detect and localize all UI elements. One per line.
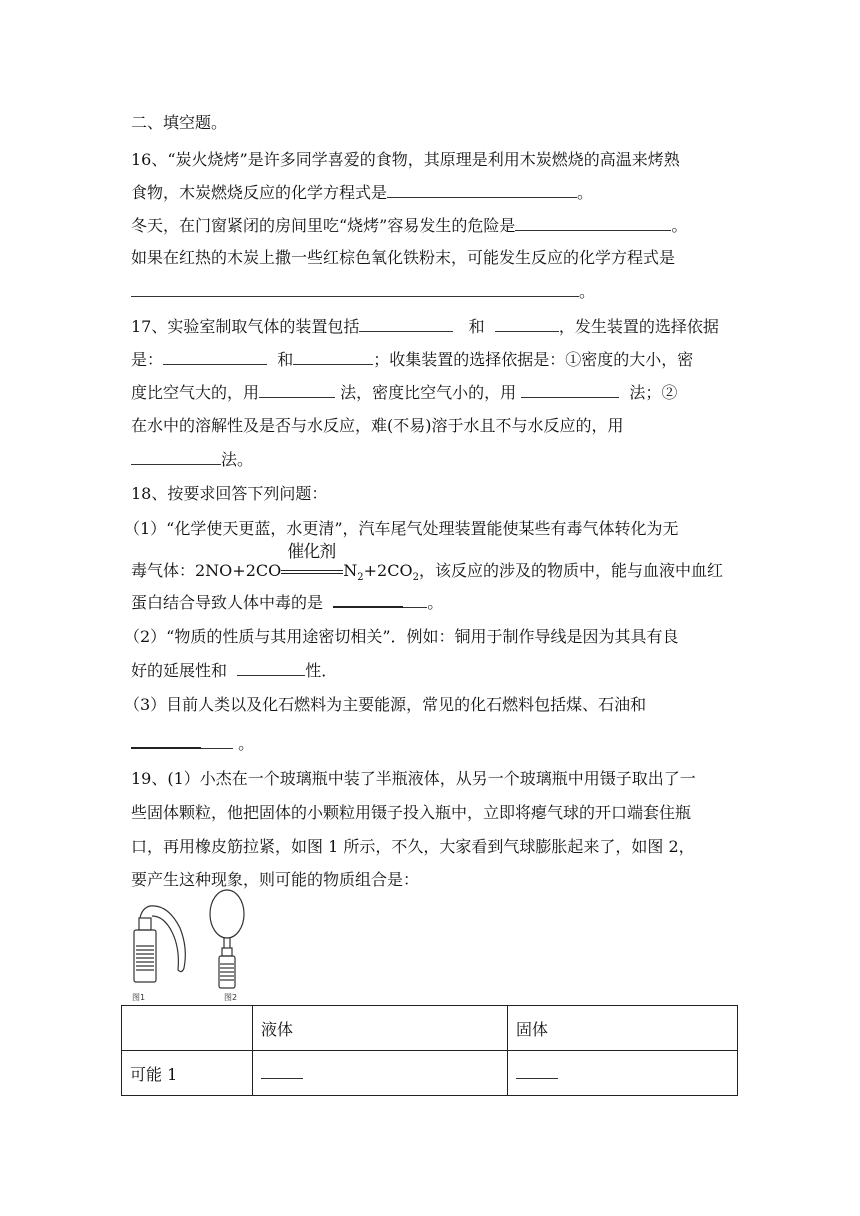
q16-blank-2[interactable]	[515, 216, 671, 231]
q17-blank-5[interactable]	[259, 383, 335, 398]
liquid-cell[interactable]	[253, 1051, 508, 1096]
row-label: 可能 1	[122, 1051, 253, 1096]
q16-line-2	[131, 183, 593, 203]
q18-text: 蛋白结合导致人体中毒的是	[131, 593, 324, 612]
q16-blank-1[interactable]	[387, 183, 577, 198]
equation-product-co: +2CO	[363, 561, 413, 580]
q17-text: 是：	[131, 350, 164, 369]
q17-text: 度比空气大的，用	[131, 383, 260, 402]
q18-punct: 。	[427, 593, 444, 612]
catalyst-label: 催化剂	[287, 542, 336, 562]
q19-line-1: 19、(1）小杰在一个玻璃瓶中装了半瓶液体，从另一个玻璃瓶中用镊子取出了一	[131, 769, 696, 788]
table-header-cell: 固体	[508, 1006, 738, 1051]
liquid-blank[interactable]	[261, 1064, 303, 1079]
q17-line-3	[131, 383, 677, 403]
q16-line-4: 如果在红热的木炭上撒一些红棕色氧化铁粉末，可能发生反应的化学方程式是	[131, 248, 676, 267]
q17-blank-7[interactable]	[131, 450, 221, 465]
q17-text: ，发生装置的选择依据	[558, 317, 719, 336]
q17-text: 17、实验室制取气体的装置包括	[131, 317, 360, 336]
q16-line-1: 16、“炭火烧烤”是许多同学喜爱的食物，其原理是利用木炭燃烧的高温来烤熟	[131, 150, 680, 169]
section-title: 二、填空题。	[131, 113, 228, 132]
q18-line-3	[131, 542, 723, 588]
catalyst-equals-sign	[281, 542, 343, 576]
q17-blank-2[interactable]	[495, 317, 559, 332]
q18-line-7: （3）目前人类以及化石燃料为主要能源，常见的化石燃料包括煤、石油和	[124, 695, 647, 714]
bottle-balloon-illustration	[128, 888, 248, 1003]
table-header-row	[122, 1006, 738, 1051]
q17-line-5	[131, 450, 253, 470]
substance-combination-table	[121, 1005, 738, 1096]
q18-blank-3[interactable]	[131, 733, 201, 749]
q17-line-4: 在水中的溶解性及是否与水反应，难(不易)溶于水且不与水反应的，用	[131, 416, 624, 435]
subscript: 2	[412, 572, 419, 584]
q16-text: 冬天，在门窗紧闭的房间里吃“烧烤”容易发生的危险是	[131, 216, 516, 235]
q18-line-6	[131, 661, 337, 681]
q16-punct: 。	[577, 183, 594, 202]
q18-blank-1[interactable]	[333, 592, 403, 608]
figure-2-bottle	[210, 890, 244, 988]
q17-text: 和	[468, 317, 485, 336]
figure-1-bottle	[134, 906, 185, 982]
q17-blank-3[interactable]	[163, 350, 267, 365]
equation-reactants: 毒气体：2NO+2CO	[131, 561, 282, 580]
balloon-bottle-figure	[128, 888, 248, 1003]
equation-product-n: N	[343, 561, 358, 580]
q18-blank-2[interactable]	[237, 661, 305, 676]
q16-text: 食物，木炭燃烧反应的化学方程式是	[131, 183, 388, 202]
q18-line-5: （2）“物质的性质与其用途密切相关”．例如：铜用于制作导线是因为其具有良	[124, 627, 679, 646]
q18-blank-3-tail	[201, 734, 233, 749]
q16-punct: 。	[579, 282, 596, 301]
table-row	[122, 1051, 738, 1096]
q17-blank-4[interactable]	[293, 350, 373, 365]
q18-line-2: （1）“化学使天更蓝，水更清”，汽车尾气处理装置能使某些有毒气体转化为无	[124, 519, 679, 538]
q16-line-3	[131, 216, 687, 236]
q17-line-1	[131, 317, 719, 337]
table-header-cell: 液体	[253, 1006, 508, 1051]
q18-line-4	[131, 592, 443, 613]
q16-blank-3[interactable]	[131, 282, 579, 297]
q17-line-2	[131, 350, 693, 370]
q18-blank-1-tail	[403, 593, 427, 608]
figure-1-label: 图1	[132, 993, 146, 1002]
q17-text: ；收集装置的选择依据是：①密度的大小，密	[373, 350, 694, 369]
figure-2-label: 图2	[224, 993, 238, 1002]
q17-text: 法，密度比空气小的，用	[340, 383, 517, 402]
q17-text: 和	[277, 350, 294, 369]
solid-blank[interactable]	[516, 1064, 558, 1079]
q17-text: 法；②	[629, 383, 678, 402]
q19-line-2: 些固体颗粒，他把固体的小颗粒用镊子投入瓶中，立即将瘪气球的开口端套住瓶	[131, 803, 692, 822]
q18-punct: 。	[238, 734, 255, 753]
q19-line-4: 要产生这种现象，则可能的物质组合是：	[131, 870, 420, 889]
q18-text: 好的延展性和	[131, 661, 228, 680]
table-header-cell	[122, 1006, 253, 1051]
q17-blank-1[interactable]	[359, 317, 453, 332]
q16-punct: 。	[671, 216, 688, 235]
q18-line-1: 18、按要求回答下列问题：	[131, 484, 328, 503]
q19-line-3: 口，再用橡皮筋拉紧，如图 1 所示，不久，大家看到气球膨胀起来了，如图 2，	[131, 837, 695, 856]
q18-text: ，该反应的涉及的物质中，能与血液中血红	[418, 561, 723, 580]
q18-text: 性．	[305, 661, 338, 680]
q17-text: 法。	[221, 450, 254, 469]
q16-line-5	[131, 282, 595, 302]
q18-line-8	[131, 733, 254, 754]
q17-blank-6[interactable]	[521, 383, 619, 398]
subscript: 2	[357, 572, 364, 584]
solid-cell[interactable]	[508, 1051, 738, 1096]
